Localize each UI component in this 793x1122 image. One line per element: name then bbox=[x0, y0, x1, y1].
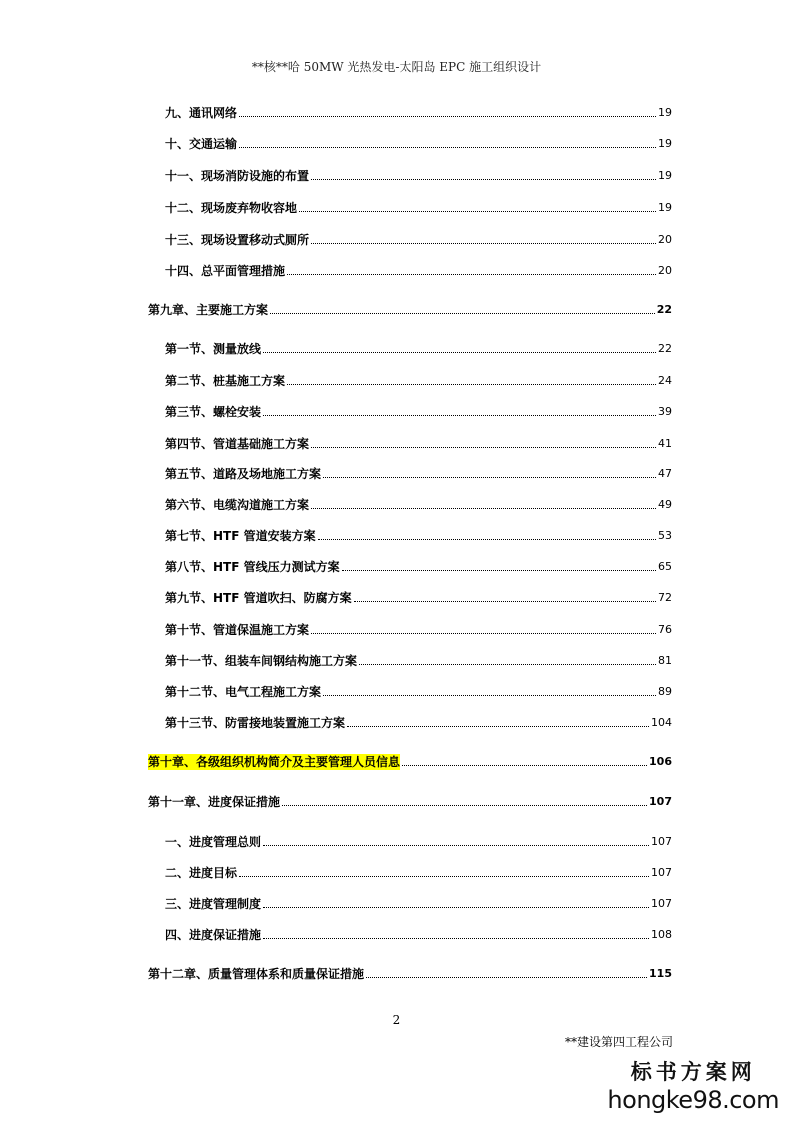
toc-dot-leader bbox=[263, 845, 649, 846]
toc-section-entry[interactable] bbox=[165, 586, 672, 606]
toc-dot-leader bbox=[287, 274, 656, 275]
toc-dot-leader bbox=[311, 179, 656, 180]
toc-section-entry[interactable] bbox=[165, 711, 672, 731]
toc-entry-label: 第十三节、防雷接地装置施工方案 bbox=[165, 716, 346, 730]
toc-entry-page-number: 47 bbox=[658, 467, 672, 480]
toc-entry-page-number: 19 bbox=[658, 169, 672, 182]
toc-section-entry[interactable] bbox=[165, 196, 672, 216]
toc-entry-page-number: 104 bbox=[651, 716, 672, 729]
watermark-url: hongke98.com bbox=[607, 1086, 779, 1114]
toc-entry-page-number: 72 bbox=[658, 591, 672, 604]
toc-section-entry[interactable] bbox=[165, 462, 672, 482]
toc-entry-label: 第十二章、质量管理体系和质量保证措施 bbox=[148, 967, 365, 981]
toc-dot-leader bbox=[263, 938, 649, 939]
toc-dot-leader bbox=[263, 415, 656, 416]
toc-entry-page-number: 22 bbox=[658, 342, 672, 355]
toc-entry-page-number: 76 bbox=[658, 623, 672, 636]
footer-company: **建设第四工程公司 bbox=[564, 1035, 673, 1049]
toc-entry-page-number: 107 bbox=[651, 866, 672, 879]
page-number: 2 bbox=[392, 1013, 401, 1027]
toc-entry-page-number: 89 bbox=[658, 685, 672, 698]
toc-section-entry[interactable] bbox=[165, 649, 672, 669]
toc-entry-page-number: 39 bbox=[658, 405, 672, 418]
toc-section-entry[interactable] bbox=[165, 432, 672, 452]
toc-chapter-entry[interactable] bbox=[148, 790, 672, 810]
toc-section-entry[interactable] bbox=[165, 259, 672, 279]
toc-dot-leader bbox=[299, 211, 656, 212]
toc-entry-page-number: 19 bbox=[658, 106, 672, 119]
toc-entry-page-number: 49 bbox=[658, 498, 672, 511]
toc-section-entry[interactable] bbox=[165, 680, 672, 700]
toc-dot-leader bbox=[270, 313, 655, 314]
watermark-logo bbox=[607, 1056, 779, 1114]
toc-entry-label: 第二节、桩基施工方案 bbox=[165, 374, 286, 388]
toc-section-entry[interactable] bbox=[165, 101, 672, 121]
toc-section-entry[interactable] bbox=[165, 861, 672, 881]
toc-entry-label: 十、交通运输 bbox=[165, 137, 238, 151]
toc-dot-leader bbox=[311, 633, 656, 634]
toc-entry-page-number: 65 bbox=[658, 560, 672, 573]
toc-section-entry[interactable] bbox=[165, 555, 672, 575]
toc-entry-page-number: 22 bbox=[656, 303, 672, 316]
toc-entry-label: 第一节、测量放线 bbox=[165, 342, 262, 356]
toc-entry-label: 第四节、管道基础施工方案 bbox=[165, 437, 310, 451]
toc-entry-page-number: 108 bbox=[651, 928, 672, 941]
toc-entry-page-number: 115 bbox=[649, 967, 672, 980]
toc-entry-label: 第八节、HTF 管线压力测试方案 bbox=[165, 560, 340, 574]
toc-dot-leader bbox=[347, 726, 649, 727]
toc-section-entry[interactable] bbox=[165, 164, 672, 184]
toc-entry-page-number: 20 bbox=[658, 233, 672, 246]
toc-entry-label: 三、进度管理制度 bbox=[165, 897, 262, 911]
toc-chapter-entry[interactable] bbox=[148, 962, 672, 982]
watermark-text: 标书方案网 bbox=[630, 1059, 756, 1084]
toc-entry-label: 十四、总平面管理措施 bbox=[165, 264, 286, 278]
toc-entry-page-number: 19 bbox=[658, 137, 672, 150]
toc-entry-label: 四、进度保证措施 bbox=[165, 928, 262, 942]
toc-entry-label: 第十节、管道保温施工方案 bbox=[165, 623, 310, 637]
toc-entry-label: 第九章、主要施工方案 bbox=[148, 303, 269, 317]
toc-dot-leader bbox=[318, 539, 656, 540]
toc-dot-leader bbox=[323, 477, 656, 478]
toc-entry-page-number: 24 bbox=[658, 374, 672, 387]
toc-section-entry[interactable] bbox=[165, 369, 672, 389]
toc-entry-label: 一、进度管理总则 bbox=[165, 835, 262, 849]
toc-entry-page-number: 106 bbox=[649, 755, 672, 768]
toc-dot-leader bbox=[287, 384, 656, 385]
toc-entry-label: 十二、现场废弃物收容地 bbox=[165, 201, 298, 215]
toc-entry-page-number: 53 bbox=[658, 529, 672, 542]
toc-dot-leader bbox=[239, 116, 656, 117]
toc-dot-leader bbox=[402, 765, 647, 766]
toc-entry-label: 第九节、HTF 管道吹扫、防腐方案 bbox=[165, 591, 352, 605]
toc-dot-leader bbox=[354, 601, 656, 602]
toc-chapter-entry[interactable] bbox=[148, 750, 672, 770]
toc-entry-label: 九、通讯网络 bbox=[165, 106, 238, 120]
toc-entry-label: 第十章、各级组织机构简介及主要管理人员信息 bbox=[148, 755, 401, 769]
toc-entry-label: 第十一节、组装车间钢结构施工方案 bbox=[165, 654, 358, 668]
toc-entry-page-number: 107 bbox=[651, 897, 672, 910]
toc-section-entry[interactable] bbox=[165, 618, 672, 638]
toc-entry-page-number: 107 bbox=[651, 835, 672, 848]
toc-entry-label: 第十一章、进度保证措施 bbox=[148, 795, 281, 809]
document-header: **核**哈 50MW 光热发电-太阳岛 EPC 施工组织设计 bbox=[251, 60, 542, 74]
toc-section-entry[interactable] bbox=[165, 892, 672, 912]
toc-entry-page-number: 81 bbox=[658, 654, 672, 667]
toc-dot-leader bbox=[311, 508, 656, 509]
toc-entry-label: 第五节、道路及场地施工方案 bbox=[165, 467, 322, 481]
toc-section-entry[interactable] bbox=[165, 400, 672, 420]
toc-section-entry[interactable] bbox=[165, 493, 672, 513]
toc-section-entry[interactable] bbox=[165, 524, 672, 544]
toc-section-entry[interactable] bbox=[165, 830, 672, 850]
toc-entry-label: 第七节、HTF 管道安装方案 bbox=[165, 529, 316, 543]
toc-dot-leader bbox=[263, 352, 656, 353]
toc-entry-page-number: 19 bbox=[658, 201, 672, 214]
toc-dot-leader bbox=[323, 695, 656, 696]
toc-section-entry[interactable] bbox=[165, 337, 672, 357]
toc-entry-page-number: 107 bbox=[649, 795, 672, 808]
toc-chapter-entry[interactable] bbox=[148, 298, 672, 318]
toc-entry-label: 十三、现场设置移动式厕所 bbox=[165, 233, 310, 247]
toc-dot-leader bbox=[342, 570, 656, 571]
toc-section-entry[interactable] bbox=[165, 923, 672, 943]
toc-entry-label: 第十二节、电气工程施工方案 bbox=[165, 685, 322, 699]
toc-entry-page-number: 20 bbox=[658, 264, 672, 277]
toc-dot-leader bbox=[311, 447, 656, 448]
toc-entry-label: 二、进度目标 bbox=[165, 866, 238, 880]
toc-entry-label: 十一、现场消防设施的布置 bbox=[165, 169, 310, 183]
toc-dot-leader bbox=[263, 907, 649, 908]
toc-entry-page-number: 41 bbox=[658, 437, 672, 450]
toc-dot-leader bbox=[366, 977, 647, 978]
toc-section-entry[interactable] bbox=[165, 228, 672, 248]
toc-dot-leader bbox=[282, 805, 647, 806]
toc-section-entry[interactable] bbox=[165, 132, 672, 152]
toc-dot-leader bbox=[239, 147, 656, 148]
toc-entry-label: 第三节、螺栓安装 bbox=[165, 405, 262, 419]
toc-entry-label: 第六节、电缆沟道施工方案 bbox=[165, 498, 310, 512]
toc-dot-leader bbox=[359, 664, 656, 665]
toc-dot-leader bbox=[239, 876, 649, 877]
toc-dot-leader bbox=[311, 243, 656, 244]
